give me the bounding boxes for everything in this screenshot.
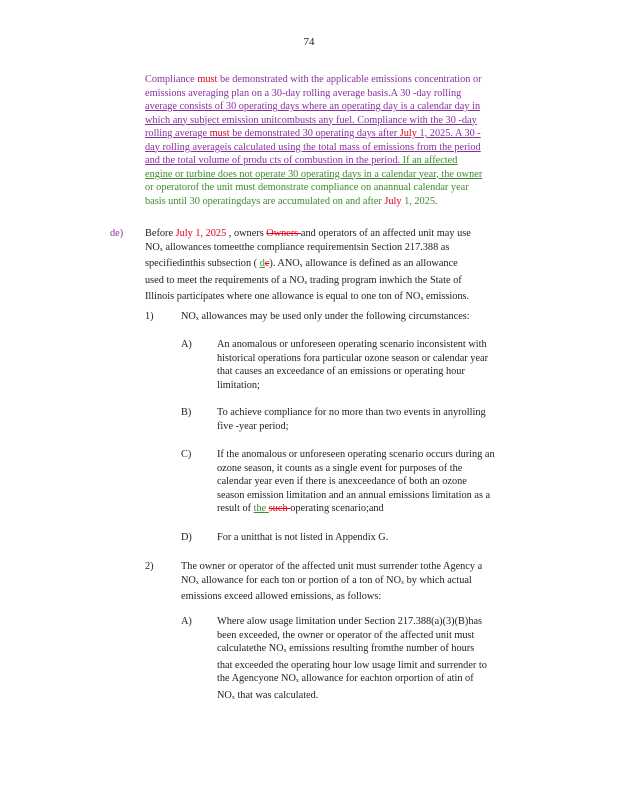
section-d-line-2: NOx allowances tomeetthe compliance requirementsin Section 217.388 as	[145, 241, 450, 253]
page-number: 74	[303, 36, 315, 48]
item-1d-text: For a unitthat is not listed in Appendix G.	[217, 532, 389, 543]
section-d-line-4: used to meet the requirements of a NOx trading program inwhich the State of	[145, 274, 462, 286]
item-1-text: NOx allowances may be used only under the following circumstances:	[181, 311, 470, 322]
item-1b-text: To achieve compliance for no more than two events in anyrolling five -year period;	[217, 407, 486, 432]
section-d-line-3: specifiedinthis subsection ( dc). ANOx allowance is defined as an allowance	[145, 258, 458, 269]
item-1c-letter: C)	[181, 449, 192, 460]
item-1d-letter: D)	[181, 532, 192, 543]
compliance-line-7: and the total volume of produ cts of combustion in the period. If an affected	[145, 155, 458, 166]
item-1b-letter: B)	[181, 407, 192, 418]
compliance-line-6: day rolling averageis calculated using the total mass of emissions from the period	[145, 141, 481, 153]
compliance-line-9: or operatorof the unit must demonstrate compliance on anannual calendar year	[145, 182, 469, 193]
compliance-paragraph	[145, 73, 540, 208]
item-2a-letter: A)	[181, 616, 192, 627]
item-2-number: 2)	[145, 561, 154, 572]
section-d-line-1: Before July 1, 2025 , owners Owners and operators of an affected unit may use	[145, 228, 471, 239]
item-1a-text: An anomalous or unforeseen operating scenario inconsistent with historical operations fora particular ozone season or calendar year that causes an exceedance of an emissions or operating hour limitation;	[217, 339, 489, 391]
section-d-paragraph	[145, 227, 540, 307]
compliance-line-3: average consists of 30 operating days where an operating day is a calendar day in	[145, 101, 481, 112]
section-d-line-5: Illinois participates where one allowance is equal to one ton of NOx emissions.	[145, 291, 470, 302]
section-d-marker: de)	[110, 228, 124, 239]
item-1-number: 1)	[145, 311, 154, 322]
item-1c-text: If the anomalous or unforeseen operating scenario occurs during an ozone season, it counts as a single event for purposes of the calendar year even if there is anexceedance of both an ozone season emission limitation and an annual emissions limitation as a result of the such operating scenario;and	[217, 449, 495, 514]
item-1a-letter: A)	[181, 339, 192, 350]
compliance-line-10: basis until 30 operatingdays are accumulated on and after July 1, 2025.	[145, 195, 438, 207]
item-2-text: The owner or operator of the affected unit must surrender tothe Agency a NOx allowance for each ton or portion of a ton of NOx by which actual emissions exceed allowed emissions, as follows:	[181, 561, 483, 602]
item-2a-text: Where alow usage limitation under Section 217.388(a)(3)(B)has been exceeded, the owner or operator of the affected unit must calculatethe NOx emissions resulting fromthe number of hours that exceeded the operating hour low usage limit and surrender to the Agencyone NOx allowance for eachton orportion of atin of NOx that was calculated.	[217, 616, 487, 701]
compliance-line-8: engine or turbine does not operate 30 operating days in a calendar year, the owner	[145, 168, 483, 180]
compliance-line-1: Compliance must be demonstrated with the applicable emissions concentration or	[145, 74, 482, 85]
compliance-line-4: which any subject emission unitcombusts any fuel. Compliance with the 30 -day	[145, 114, 477, 126]
compliance-line-2: emissions averaging plan on a 30-day rolling average basis.A 30 -day rolling	[145, 87, 462, 99]
compliance-line-5: rolling average must be demonstrated 30 operating days after July 1, 2025. A 30 -	[145, 128, 481, 139]
